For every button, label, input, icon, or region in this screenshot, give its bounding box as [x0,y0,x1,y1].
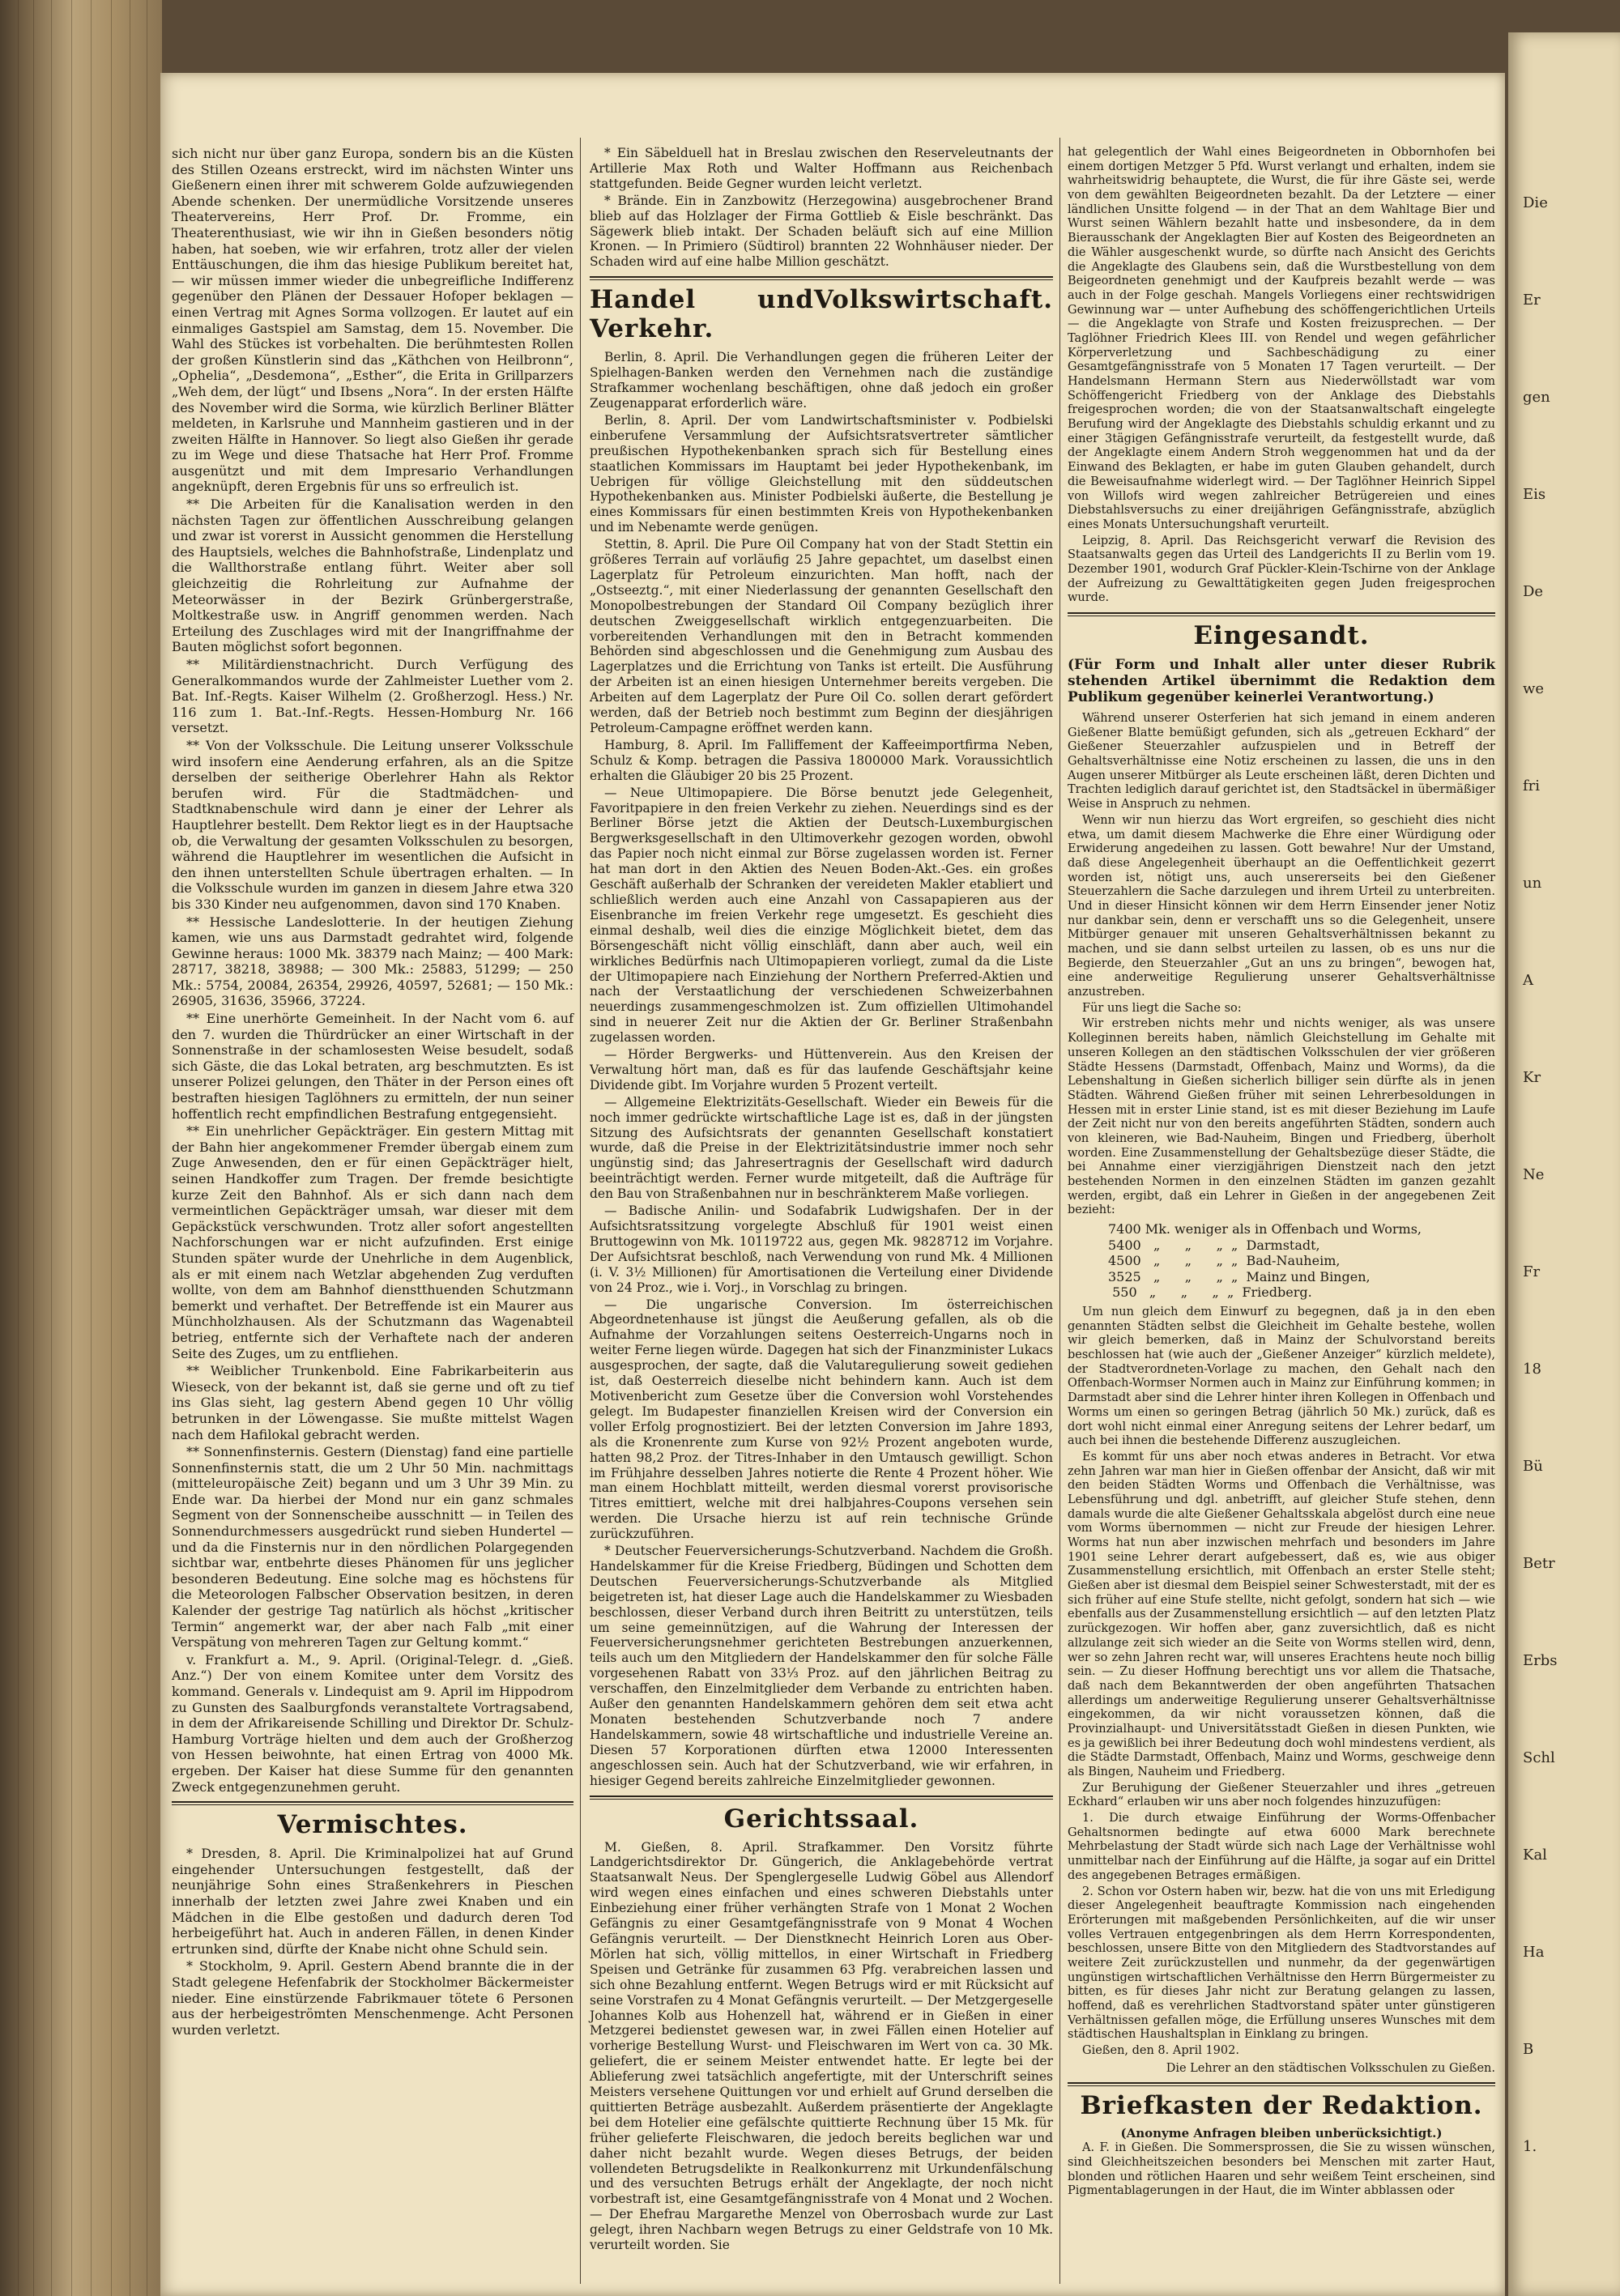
page-fragment-text: 1. [1523,2138,1537,2155]
page-fragment-text: Bü [1523,1458,1543,1475]
article-paragraph: Während unserer Osterferien hat sich jemand in einem anderen Gießener Blatte bemüßigt gefunden, sich als „getreuen Eckhard“ der Gießener Steuerzahler aufzuspielen und in Betreff der Gehaltsverhältnisse eine Notiz erscheinen zu lassen, die uns in den Augen unserer Mitbürger als Leute erscheinen läßt, deren Dichten und Trachten lediglich darauf gerichtet ist, den Stadtsäckel in übermäßiger Weise in Anspruch zu nehmen. [1068,712,1495,811]
newspaper-page [160,73,1505,2296]
article-paragraph: Berlin, 8. April. Der vom Landwirtschaftsminister v. Podbielski einberufene Versammlung der Aufsichtsratsvertreter sämtlicher preußischen Hypothekenbanken sprach sich für Bestellung eines staatlichen Kommissars im Hauptamt bei jeder Hypothekenbank, im Uebrigen für völlige Gleichstellung mit den süddeutschen Hypothekenbanken aus. Minister Podbielski äußerte, die Bestellung je eines Kommissars für einen bestimmten Kreis von Hypothekenbanken und im Nebenamte werde genügen. [590,412,1053,535]
section-divider [172,1801,573,1805]
section-divider [1068,2082,1495,2086]
article-paragraph: 1. Die durch etwaige Einführung der Worms-Offenbacher Gehaltsnormen bedingte auf etwa 6000 Mark berechnete Mehrbelastung der Stadt würde sich nach Lage der Verhältnisse wohl unmittelbar nach der Einführung auf die Hälfte, ja sogar auf ein Drittel des angegebenen Betrages ermäßigen. [1068,1812,1495,1882]
article-paragraph: ** Weiblicher Trunkenbold. Eine Fabrikarbeiterin aus Wieseck, von der bekannt ist, daß sie gerne und oft zu tief ins Glas sieht, lag gestern Abend gegen 10 Uhr völlig betrunken in der Löwengasse. Sie mußte mittelst Wagen nach dem Hafilokal gebracht werden. [172,1363,573,1442]
article-paragraph: Wenn wir nun hierzu das Wort ergreifen, so geschieht dies nicht etwa, um damit diesem Machwerke die Ehre einer Würdigung oder Erwiderung angedeihen zu lassen. Gott bewahre! Nur der Umstand, daß diese Angelegenheit überhaupt an die Oeffentlichkeit gezerrt worden ist, nötigt uns, auch unsererseits bei den Gießener Steuerzahlern die Sache darzulegen und ihrem Urteil zu unterbreiten. Und in dieser Hinsicht können wir dem Herrn Einsender jener Notiz nur dankbar sein, denn er verschafft uns so die Gelegenheit, unsere Mitbürger genauer mit unseren Gehaltsverhältnissen bekannt zu machen, und sie dann selbst urteilen zu lassen, ob es uns nur die Begierde, den Steuerzahler „Gut an uns zu bringen“, bewogen hat, eine anderweitige Regulierung unserer Gehaltsverhältnisse anzustreben. [1068,813,1495,999]
book-binding [0,0,162,2296]
page-fragment-text: Fr [1523,1263,1541,1280]
article-paragraph: — Hörder Bergwerks- und Hüttenverein. Aus den Kreisen der Verwaltung hört man, daß es für das laufende Geschäftsjahr keine Dividende gibt. Im Vorjahre wurden 5 Prozent verteilt. [590,1047,1053,1093]
column-rule [580,138,581,2284]
article-paragraph: Zur Beruhigung der Gießener Steuerzahler und ihres „getreuen Eckhard“ erlauben wir uns aber noch folgendes hinzuzufügen: [1068,1781,1495,1809]
heading-handel-verkehr: Handel und Verkehr. [590,285,814,344]
table-row: 7400 Mk. weniger als in Offenbach und Worms, [1108,1221,1422,1237]
article-paragraph: ** Die Arbeiten für die Kanalisation werden in den nächsten Tagen zur öffentlichen Ausschreibung gelangen und zwar ist vorerst in Aussicht genommen die Herstellung des Hauptsiels, welches die Bahnhofstraße, Lindenplatz und die Wallthorstraße entlang führt. Weiter aber soll gleichzeitig die Rohrleitung zur Aufnahme der Meteorwässer in der Bezirk Grünbergerstraße, Moltkestraße usw. in Angriff genommen werden. Nach Erteilung des Zuschlages wird mit der Inangriffnahme der Bauten möglichst sofort begonnen. [172,496,573,655]
section-heading-gerichtssaal: Gerichtssaal. [723,1804,919,1834]
page-fragment-text: De [1523,583,1544,600]
article-paragraph: Für uns liegt die Sache so: [1082,1001,1242,1015]
page-fragment-text: Er [1523,292,1541,309]
section-heading-briefkasten: Briefkasten der Redaktion. [1080,2091,1483,2121]
table-row: 5400 „ „ „ „ Darmstadt, [1108,1237,1320,1253]
section-heading-handel [590,285,1053,343]
section-heading-eingesandt: Eingesandt. [1193,621,1370,650]
column-rule [1059,138,1060,2284]
page-fragment-text: Schl [1523,1749,1555,1766]
article-paragraph: Leipzig, 8. April. Das Reichsgericht verwarf die Revision des Staatsanwalts gegen das Urteil des Landgerichts II zu Berlin vom 19. Dezember 1901, wodurch Graf Pückler-Klein-Tschirne von der Anklage der Aufreizung zu Gewalttätigkeiten gegen Juden freigesprochen wurde. [1068,534,1495,605]
article-paragraph: * Dresden, 8. April. Die Kriminalpolizei hat auf Grund eingehender Untersuchungen festgestellt, daß der neunjährige Sohn eines Straßenkehrers in Pieschen innerhalb der letzten zwei Jahre zwei Knaben und ein Mädchen in die Elbe gestoßen und dadurch deren Tod herbeigeführt hat. Auch in anderen Fällen, in denen Kinder ertrunken sind, dürfte der Knabe nicht ohne Schuld sein. [172,1846,573,1957]
table-row: 550 „ „ „ „ Friedberg. [1108,1284,1312,1301]
article-paragraph: Um nun gleich dem Einwurf zu begegnen, daß ja in den eben genannten Städten selbst die Gleichheit im Gehalte bestehe, wollen wir gleich bemerken, daß in Mainz der Schulvorstand bereits beschlossen hat (wie auch der „Gießener Anzeiger“ kürzlich meldete), der Stadtverordneten-Vorlage zu machen, den Gehalt nach den Offenbach-Wormser Normen auch in Mainz zur Einführung kommen; in Darmstadt aber sind die Lehrer hinter ihren Kollegen in Offenbach und Worms um einen so geringen Betrag (jährlich 50 Mk.) zurück, daß es dort wohl nicht einmal einer Anregung seitens der Lehrer bedarf, um auch bei ihnen die bestehende Differenz auszugleichen. [1068,1306,1495,1448]
article-paragraph: ** Ein unehrlicher Gepäckträger. Ein gestern Mittag mit der Bahn hier angekommener Fremder übergab einem zum Zuge Anwesenden, den er für einen Gepäckträger hielt, seinen Handkoffer zum Tragen. Der fremde besichtigte kurze Zeit den Bahnhof. Als er sich dann nach dem vermeintlichen Gepäckträger umsah, war dieser mit dem Gepäckstück verschwunden. Trotz aller sofort angestellten Nachforschungen war er nicht aufzufinden. Erst einige Stunden später wurde der Unehrliche in dem Augenblick, als er mit einem nach Wetzlar abgehenden Zug verduften wollte, von dem am Bahnhof dienstthuenden Schutzmann bemerkt und verhaftet. Der Betreffende ist ein Maurer aus Münchholzhausen. Als der Schutzmann das Wagenabteil betrieg, entfernte sich der Verhaftete nach der anderen Seite des Zuges, um zu entfliehen. [172,1123,573,1361]
article-paragraph: ** Von der Volksschule. Die Leitung unserer Volksschule wird insofern eine Aenderung erfahren, als an die Spitze derselben der seitherige Oberlehrer Hahn als Rektor berufen wird. Für die Stadtmädchen- und Stadtknabenschule wird dann je einer der Lehrer als Hauptlehrer bestellt. Dem Rektor liegt es in der Hauptsache ob, die Verwaltung der gesamten Volksschulen zu besorgen, während die Hauptlehrer im wesentlichen die Aufsicht in den ihnen unterstellten Schule übertragen erhalten. — In die Volksschule wurden im ganzen in diesem Jahre etwa 320 bis 330 Kinder neu aufgenommen, davon sind 170 Knaben. [172,737,573,912]
briefkasten-note: (Anonyme Anfragen bleiben unberücksichtigt.) [1120,2126,1443,2141]
table-row: 4500 „ „ „ „ Bad-Nauheim, [1108,1253,1341,1269]
page-fragment-text: we [1523,680,1545,697]
article-paragraph: — Die ungarische Conversion. Im österreichischen Abgeordnetenhause ist jüngst die Aeußerung gefallen, als ob die Aufnahme der Vorzahlungen seitens Oesterreich-Ungarns noch in weiter Ferne liegen würde. Dagegen hat sich der Finanzminister Lukacs ausgesprochen, der sagte, daß die Valutaregulierung soweit gediehen ist, daß Oesterreich dieselbe nicht behindern kann. Auch ist dem Motivenbericht zum Gesetze über die Conversion wohl Vorstehendes gelegt. Im Budapester finanziellen Kreisen wird der Conversion ein voller Erfolg prognostiziert. Bei der letzten Conversion im Jahre 1893, als die Kronenrente zum Kurse von 92½ Prozent angeboten wurde, hatten 98,2 Proz. der Titres-Inhaber in den Umtausch gewilligt. Schon im Frühjahre desselben Jahres notierte die Rente 4 Prozent höher. Wie man einem Hochblatt mitteilt, werden diesmal vorerst provisorische Titres emittiert, welche mit drei halbjahres-Coupons versehen sein werden. Die Ursache hierzu ist auf rein technische Gründe zurückzuführen. [590,1297,1053,1542]
article-paragraph: * Deutscher Feuerversicherungs-Schutzverband. Nachdem die Großh. Handelskammer für die Kreise Friedberg, Büdingen und Schotten dem Deutschen Feuerversicherungs-Schutzverbande als Mitglied beigetreten ist, hat dieser Lage auch die Handelskammer zu Wiesbaden beschlossen, dieser Verband durch ihren Beitritt zu unterstützen, teils um seine gemeinnützigen, auf die Wahrung der Interessen der Feuerversicherungsnehmer gerichteten Bestrebungen anzuerkennen, teils auch um den Mitgliedern der Handelskammer den für solche Fälle vorgesehenen Rabatt von 33⅓ Proz. auf den jährlichen Beitrag zu verschaffen, den Einzelmitglieder dem Verbande zu entrichten haben. Außer den genannten Handelskammern gehören dem seit etwa acht Monaten bestehenden Schutzverbande noch 7 andere Handelskammern, sowie 48 wirtschaftliche und industrielle Vereine an. Diesen 57 Korporationen dürften etwa 12000 Interessenten angeschlossen sein. Auch hat der Schutzverband, wie wir erfahren, in hiesiger Gegend bereits zahlreiche Einzelmitglieder gewonnen. [590,1544,1053,1788]
article-paragraph: * Ein Säbelduell hat in Breslau zwischen den Reserveleutnants der Artillerie Max Roth und Walter Hoffmann aus Reichenbach stattgefunden. Beide Gegner wurden leicht verletzt. [590,146,1053,191]
page-fragment-text: Eis [1523,486,1546,503]
editorial-disclaimer: (Für Form und Inhalt aller unter dieser Rubrik stehenden Artikel übernimmt die Redaktion dem Publikum gegenüber keinerlei Verantwortung.) [1068,657,1495,705]
article-paragraph: — Badische Anilin- und Sodafabrik Ludwigshafen. Der in der Aufsichtsratssitzung vorgelegte Abschluß für 1901 weist einen Bruttogewinn von Mk. 10119722 aus, gegen Mk. 9828712 im Vorjahre. Der Aufsichtsrat beschloß, nach Verwendung von rund Mk. 4 Millionen (i. V. 3½ Millionen) für Amortisationen die Verteilung einer Dividende von 24 Proz., wie i. Vorj., in Vorschlag zu bringen. [590,1203,1053,1295]
article-paragraph: — Neue Ultimopapiere. Die Börse benutzt jede Gelegenheit, Favoritpapiere in den freien Verkehr zu ziehen. Neuerdings sind es der Berliner Börse jetzt die Aktien der Deutsch-Luxemburgischen Bergwerksgesellschaft in den Ultimoverkehr gezogen worden, obwohl das Papier noch nicht einmal zur Börse zugelassen worden ist. Ferner hat man dort in den Aktien des Neuen Boden-Akt.-Ges. ein großes Geschäft außerhalb der Schranken der vereideten Makler etabliert und schließlich werden auch eine Anzahl von Cassapapieren aus der Eisenbranche im freien Verkehr rege umgesetzt. Es geschieht dies einmal deshalb, weil dies die einzige Möglichkeit bietet, dem das Börsengeschäft nicht völlig einschläft, dann aber auch, weil ein wirkliches Bedürfnis nach Ultimopapieren vorliegt, zumal da die Liste der Ultimopapiere nach Einziehung der Northern Preferred-Aktien und nach der Verstaatlichung der verschiedenen Schweizerbahnen neuerdings zusammengeschmolzen ist. Zum offiziellen Ultimohandel sind in neuerer Zeit nur die Aktien der Gr. Berliner Straßenbahn zugelassen worden. [590,785,1053,1046]
article-paragraph: A. F. in Gießen. Die Sommersprossen, die Sie zu wissen wünschen, sind Gleichheitszeichen besonders bei Menschen mit zarter Haut, blonden und rötlichen Haaren und sehr weißem Teint erscheinen, sind Pigmentablagerungen in der Haut, die im Winter abblassen oder [1068,2141,1495,2198]
article-paragraph: hat gelegentlich der Wahl eines Beigeordneten in Obbornhofen bei einem dortigen Metzger 5 Pfd. Wurst verlangt und erhalten, indem sie wahrheitswidrig behauptete, die Wurst, die für ihre Gäste sei, werde von dem gewählten Beigeordneten bezahlt. Da der Letztere — einer ländlichen Unsitte folgend — in der That an dem Wahltage Bier und Wurst seinen Wählern bezahlt hatte und insbesondere, da in dem Bierausschank der Angeklagten Bier auf Kosten des Beigeordneten an die Wähler ausgeschenkt wurde, so dürfte nach Ansicht des Gerichts die Angeklagte des Glaubens sein, daß die Wurstbestellung von dem Beigeordneten genehmigt und der Kaufpreis bezahlt werde — was auch in der Folge geschah. Mangels Vorliegens einer rechtswidrigen Gewinnung war — unter Aufhebung des schöffengerichtlichen Urteils — die Angeklagte von Strafe und Kosten freizusprechen. — Der Taglöhner Friedrich Klees III. von Rendel und wegen gefährlicher Körperverletzung und Sachbeschädigung zu einer Gesamtgefängnisstrafe von 5 Monaten 17 Tagen verurteilt. — Der Handelsmann Hermann Stern aus Niederwöllstadt war vom Schöffengericht Friedberg von der Anklage des Diebstahls freigesprochen worden; die von der Staatsanwaltschaft eingelegte Berufung wird der Angeklagte des Diebstahls schuldig erkannt und zu einer 3tägigen Gefängnisstrafe verurteilt, da festgestellt wurde, daß der Angeklagte einem Andern Stroh weggenommen hat und da der Einwand des Beklagten, er habe im guten Glauben gehandelt, durch die Beweisaufnahme widerlegt wird. — Der Taglöhner Heinrich Sippel von Willofs wird wegen zahlreicher Betrügereien und eines Diebstahlsversuchs zu einer dreijährigen Gefängnisstrafe, abzüglich eines Monats Untersuchungshaft verurteilt. [1068,146,1495,531]
article-paragraph: Berlin, 8. April. Die Verhandlungen gegen die früheren Leiter der Spielhagen-Banken werden den Vernehmen nach die zuständige Strafkammer wochenlang beschäftigen, ohne daß jedoch ein großer Zeugenapparat erforderlich wäre. [590,350,1053,411]
page-fragment-text: Kr [1523,1069,1541,1086]
page-fragment-text: B [1523,2041,1534,2058]
table-row: 3525 „ „ „ „ Mainz und Bingen, [1108,1268,1371,1284]
section-divider [590,1795,1053,1800]
adjacent-page-edge [1508,32,1620,2296]
page-fragment-text: Erbs [1523,1652,1558,1669]
article-paragraph: ** Eine unerhörte Gemeinheit. In der Nacht vom 6. auf den 7. wurden die Thürdrücker an einer Wirtschaft in der Sonnenstraße in der schamlosesten Weise besudelt, sodaß sich Gäste, die das Lokal betraten, arg beschmutzten. Es ist unserer Polizei gelungen, den Thäter in der Person eines oft bestraften hiesigen Taglöhners zu ermitteln, der nun seiner hoffentlich recht empfindlichen Bestrafung entgegensieht. [172,1011,573,1122]
article-paragraph: * Brände. Ein in Zanzbowitz (Herzegowina) ausgebrochener Brand blieb auf das Holzlager der Firma Gottlieb & Eisle beschränkt. Das Sägewerk blieb intakt. Der Schaden beläuft sich auf eine Million Kronen. — In Primiero (Südtirol) brannten 22 Wohnhäuser nieder. Der Schaden wird auf eine halbe Million geschätzt. [590,193,1053,270]
section-divider [1068,612,1495,616]
section-heading-vermischtes: Vermischtes. [277,1810,468,1840]
article-paragraph: Hamburg, 8. April. Im Falliffement der Kaffeeimportfirma Neben, Schulz & Komp. betragen die Passiva 1800000 Mark. Voraussichtlich erhalten die Gläubiger 20 bis 25 Prozent. [590,737,1053,783]
article-paragraph: sich nicht nur über ganz Europa, sondern bis an die Küsten des Stillen Ozeans erstreckt, wird im nächsten Winter uns Gießenern einen ihrer mit schwerem Golde aufzuwiegenden Abende schenken. Der unermüdliche Vorsitzende unseres Theatervereins, Herr Prof. Dr. Fromme, ein Theaterenthusiast, wie wir ihn in Gießen besonders nötig haben, hat soeben, wie wir erfahren, trotz aller der vielen Enttäuschungen, die ihm das hiesige Publikum bereitet hat, — wir müssen immer wieder die unbegreifliche Indifferenz gegenüber den Plänen der Dessauer Hofoper beklagen — einen Vertrag mit Agnes Sorma vollzogen. Er lautet auf ein einmaliges Gastspiel am Samstag, dem 15. November. Die Wahl des Stückes ist vorbehalten. Die berühmtesten Rollen der großen Künstlerin sind das „Käthchen von Heilbronn“, „Ophelia“, „Desdemona“, „Esther“, die Erita in Grillparzers „Weh dem, der lügt“ und Ibsens „Nora“. In der ersten Hälfte des November wird die Sorma, wie kürzlich Berliner Blätter meldeten, in Karlsruhe und Mannheim gastieren und in der zweiten Hälfte in Hannover. So liegt also Gießen ihr gerade zu im Wege und diese Thatsache hat Herr Prof. Fromme ausgenützt und mit dem Impresario Verhandlungen angeknüpft, deren Ergebnis für uns so erfreulich ist. [172,146,573,495]
dateline: Gießen, den 8. April 1902. [1082,2044,1239,2058]
article-paragraph: * Stockholm, 9. April. Gestern Abend brannte die in der Stadt gelegene Hefenfabrik der Stockholmer Bäckermeister nieder. Eine einstürzende Fabrikmauer tötete 6 Personen aus der herbeigeströmten Menschenmenge. Acht Personen wurden verletzt. [172,1958,573,2038]
page-fragment-text: A [1523,972,1533,989]
article-paragraph: ** Hessische Landeslotterie. In der heutigen Ziehung kamen, wie uns aus Darmstadt gedrahtet wird, folgende Gewinne heraus: 1000 Mk. 38379 nach Mainz; — 400 Mark: 28717, 38218, 38988; — 300 Mk.: 25883, 51299; — 250 Mk.: 5754, 20084, 26354, 29926, 40597, 52681; — 150 Mk.: 26905, 31636, 35966, 37224. [172,914,573,1009]
column-1 [172,146,573,2039]
article-paragraph: Stettin, 8. April. Die Pure Oil Company hat von der Stadt Stettin ein größeres Terrain auf vorläufig 25 Jahre gepachtet, um daselbst einen Lagerplatz für Petroleum einzurichten. Man hofft, nach der „Ostseeztg.“, mit einer Niederlassung der genannten Gesellschaft den Monopolbestrebungen der Standard Oil Company bezüglich ihrer deutschen Zweiggesellschaft wirklich entgegenzuarbeiten. Die vorbereitenden Verhandlungen mit den in Betracht kommenden Behörden sind abgeschlossen und die Genehmigung zum Ausbau des Lagerplatzes und die Errichtung von Tanks ist erteilt. Die Ausführung der Arbeiten ist an einen hiesigen Unternehmer bereits vergeben. Die Arbeiten auf dem Lagerplatz der Pure Oil Co. sollen derart gefördert werden, daß der Betrieb noch bestimmt zum Beginn der diesjährigen Petroleum-Campagne eröffnet werden kann. [590,537,1053,735]
page-fragment-text: Ha [1523,1944,1545,1961]
signature: Die Lehrer an den städtischen Volksschulen zu Gießen. [1166,2061,1495,2075]
article-paragraph: — Allgemeine Elektrizitäts-Gesellschaft. Wieder ein Beweis für die noch immer gedrückte wirtschaftliche Lage ist es, daß in der jüngsten Sitzung des Aufsichtsrats der genannten Gesellschaft konstatiert wurde, daß die Preise in der Elektrizitätsindustrie immer noch sehr ungünstig sind; das Jahresertragnis der Gesellschaft wird dadurch beeinträchtigt werden. Ferner wurde mitgeteilt, daß die Aufträge für den Bau von Straßenbahnen nur in beschränkterem Maße vorliegen. [590,1094,1053,1202]
page-fragment-text: Die [1523,194,1548,211]
page-fragment-text: Betr [1523,1555,1555,1572]
page-fragment-text: gen [1523,389,1550,406]
page-fragment-text: fri [1523,777,1541,794]
page-fragment-text: Ne [1523,1166,1545,1183]
article-paragraph: Es kommt für uns aber noch etwas anderes in Betracht. Vor etwa zehn Jahren war man hier in Gießen offenbar der Ansicht, daß wir mit den beiden Städten Worms und Offenbach die Verhältnisse, was Lebensführung und dgl. anbetrifft, auf gleicher Stufe stehen, denn damals wurde die alte Gießener Gehaltsskala abgelöst durch eine neue vom Worms übernommen — nicht zur Freude der hiesigen Lehrer. Worms hat nun aber inzwischen mehrfach und besonders im Jahre 1901 seine Lehrer derart aufgebessert, daß es, wie aus obiger Zusammenstellung ersichtlich, mit Offenbach an erster Stelle steht; Gießen aber ist diesmal dem Beispiel seiner Schwesterstadt, mit der es sich früher auf eine Stufe stellte, nicht gefolgt, sondern hat sich — wie ebenfalls aus der Zusammenstellung ersichtlich — auf den letzten Platz zurückgezogen. Wir hoffen aber, ganz zuversichtlich, daß es nicht allzulange zeit sich wieder an die Seite von Worms stellen wird, denn, wer so zehn Jahren recht war, will unseres Erachtens heute noch billig sein. — Zu dieser Hoffnung berechtigt uns vor allem die Thatsache, daß nach dem Bekanntwerden der oben angeführten Thatsachen allerdings um anderweitige Regulierung unserer Gehaltsverhältnisse eingekommen, da wir nicht voraussetzen können, daß die Provinzialhaupt- und Universitätsstadt Gießen in diesen Punkten, wie es ja gewißlich bei ihrer Bedeutung doch wohl mindestens verdient, als die Städte Darmstadt, Offenbach, Mainz und Worms, geschweige denn als Bingen, Nauheim und Friedberg. [1068,1450,1495,1779]
article-paragraph: v. Frankfurt a. M., 9. April. (Original-Telegr. d. „Gieß. Anz.“) Der von einem Komitee unter dem Vorsitz des kommand. Generals v. Lindequist am 9. April im Hippodrom zu Gunsten des Saalburgfonds veranstaltete Vortragsabend, in dem der Afrikareisende Schilling und Direktor Dr. Schulz-Hamburg Vorträge hielten und dem auch der Großherzog von Hessen beiwohnte, hat einen Ertrag von 4000 Mk. ergeben. Der Kaiser hat diese Summe für den genannten Zweck entgegenzunehmen geruht. [172,1651,573,1795]
heading-volkswirtschaft: Volkswirtschaft. [813,285,1053,315]
section-divider [590,276,1053,280]
column-2 [590,146,1053,2255]
column-3 [1068,146,1495,2200]
article-paragraph: M. Gießen, 8. April. Strafkammer. Den Vorsitz führte Landgerichtsdirektor Dr. Güngerich, die Anklagebehörde vertrat Staatsanwalt Neus. Der Spenglergeselle Ludwig Göbel aus Allendorf wird wegen eines einfachen und eines schweren Diebstahls unter Einbeziehung einer früher verhängten Strafe von 1 Monat 2 Wochen Gefängnis zu einer Gesamtgefängnisstrafe von 9 Monat 4 Wochen Gefängnis verurteilt. — Der Dienstknecht Heinrich Loren aus Ober-Mörlen hat sich, völlig mittellos, in einer Wirtschaft in Friedberg Speisen und Getränke für zusammen 63 Pfg. verabreichen lassen und sich ohne Bezahlung entfernt. Wegen Betrugs wird er mit Rücksicht auf seine Vorstrafen zu 4 Monat Gefängnis verurteilt. — Der Metzgergeselle Johannes Kolb aus Hohenzell hat, während er in Gießen in einer Metzgerei bedienstet gewesen war, in zwei Fällen einen Hotelier auf vorherige Bestellung Wurst- und Fleischwaren im Wert von ca. 30 Mk. geliefert, die er seinem Meister entwendet hatte. Er legte bei der Ablieferung zwei tatsächlich angefertigte, mit der Unterschrift seines Meisters versehene Quittungen vor und erhielt auf Grund derselben die quittierten Beträge ausbezahlt. Außerdem präsentierte der Angeklagte bei dem Hotelier eine gefälschte quittierte Rechnung über 15 Mk. für früher gelieferte Fleischwaren, die jedoch bereits beglichen war und daher nicht bezahlt wurde. Wegen dieses Betrugs, der beiden vollendeten Betrugsdelikte in Realkonkurrenz mit Urkundenfälschung und des versuchten Betrugs erhält der Angeklagte, der noch nicht vorbestraft ist, eine Gesamtgefängnisstrafe von 4 Monat und 2 Wochen. — Der Ehefrau Margarethe Menzel von Oberrosbach wurde zur Last gelegt, ihren Nachbarn wegen Betrugs zu einer Geldstrafe von 10 Mk. verurteilt worden. Sie [590,1839,1053,2253]
article-paragraph: 2. Schon vor Ostern haben wir, bezw. hat die von uns mit Erledigung dieser Angelegenheit beauftragte Kommission nach eingehenden Erörterungen mit maßgebenden Persönlichkeiten, auf die wir unser volles Vertrauen entgegenbringen als dem Herrn Korrespondenten, beschlossen, unsere Bitte von den Mitgliedern des Stadtvorstandes auf weitere Zeit zurückzustellen und nunmehr, da der gegenwärtigen ungünstigen wirtschaftlichen Verhältnisse den Herrn Bürgermeister zu bitten, es für dieses Jahr nicht zur Beratung gelangen zu lassen, hoffend, daß es verehrlichen Stadtvorstand später unter günstigeren Verhältnissen gefallen möge, die Erfüllung unseres Wunsches mit dem städtischen Haushaltsplan in Einklang zu bringen. [1068,1885,1495,2042]
page-fragment-text: Kal [1523,1847,1547,1864]
page-fragment-text: un [1523,875,1542,892]
salary-comparison-table [1108,1221,1495,1301]
article-paragraph: Wir erstreben nichts mehr und nichts weniger, als was unsere Kolleginnen bereits haben, nämlich Gleichstellung im Gehalte mit unseren Kollegen an den städtischen Volksschulen der vier größeren Städte Hessens (Darmstadt, Offenbach, Mainz und Worms), da die Lebenshaltung in Gießen sicherlich billiger sein dürfte als in jenen Städten. Während Gießen früher mit seinen Lehrerbesoldungen in Hessen mit in erster Linie stand, ist es mit dieser Beziehung im Laufe der Zeit nicht nur von den bereits angeführten Städten, sondern auch von kleineren, wie Bad-Nauheim, Bingen und Friedberg, überholt worden. Eine Zusammenstellung der Gehaltsbezüge dieser Städte, die bei Annahme einer vierzigjährigen Dienstzeit nach den jetzt bestehenden Normen in den einzelnen Städten im ganzen gezahlt werden, ergibt, daß ein Lehrer in Gießen in der angegebenen Zeit bezieht: [1068,1017,1495,1217]
page-fragment-text: 18 [1523,1361,1541,1378]
article-paragraph: ** Sonnenfinsternis. Gestern (Dienstag) fand eine partielle Sonnenfinsternis statt, die um 2 Uhr 50 Min. nachmittags (mitteleuropäische Zeit) begann und um 3 Uhr 39 Min. zu Ende war. Da hierbei der Mond nur ein ganz schmales Segment von der Sonnenscheibe ausschnitt — in Teilen des Sonnendurchmessers ausgedrückt rund sieben Hundertel — und da die Finsternis nur in den nördlichen Polargegenden sichtbar war, entbehrte dieses Phänomen für uns jeglicher besonderen Bedeutung. Eine solche mag es höchstens für die Meteorologen Falbscher Observation besitzen, in deren Kalender der gestrige Tag natürlich als höchst „kritischer Termin“ angemerkt war, der aber nach Falb „mit einer Verspätung von mehreren Tagen zur Geltung kommt.“ [172,1444,573,1651]
article-paragraph: ** Militärdienstnachricht. Durch Verfügung des Generalkommandos wurde der Zahlmeister Luether vom 2. Bat. Inf.-Regts. Kaiser Wilhelm (2. Großherzogl. Hess.) Nr. 116 zum 1. Bat.-Inf.-Regts. Hessen-Homburg Nr. 166 versetzt. [172,657,573,736]
